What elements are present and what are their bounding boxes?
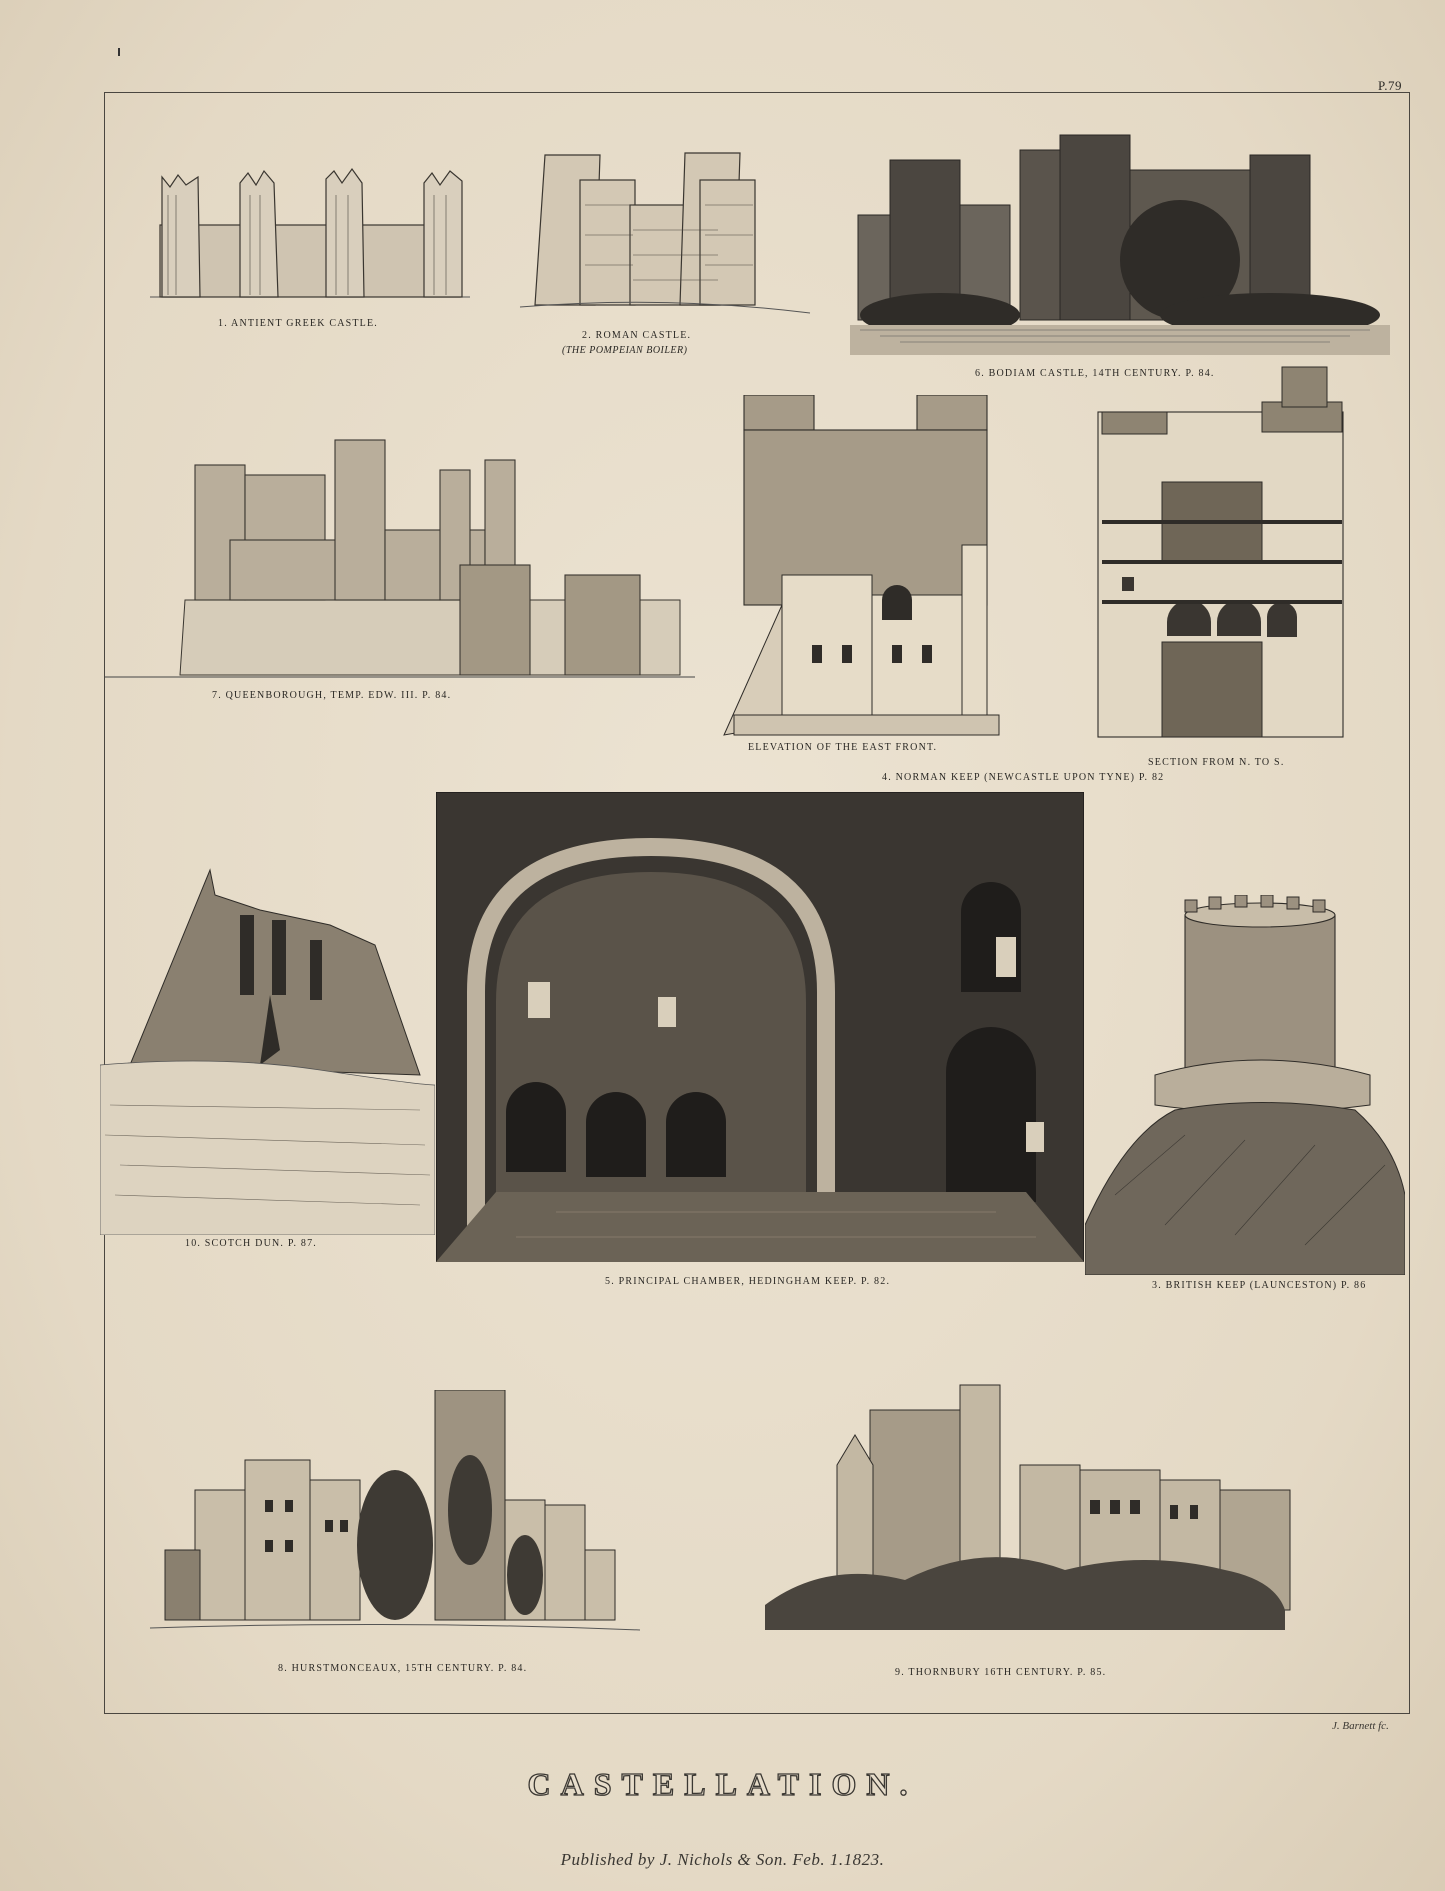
illustration-scotch-dun	[100, 865, 435, 1235]
illustration-hedingham-keep-chamber	[436, 792, 1084, 1262]
illustration-norman-keep-section	[1092, 362, 1352, 742]
page-mark	[118, 48, 120, 56]
illustration-queenborough	[105, 415, 695, 685]
subcaption-fig-2: (THE POMPEIAN BOILER)	[562, 345, 688, 356]
caption-fig-3: 3. BRITISH KEEP (LAUNCESTON) P. 86	[1152, 1280, 1367, 1291]
caption-fig-9: 9. THORNBURY 16TH CENTURY. P. 85.	[895, 1667, 1107, 1678]
caption-fig-5: 5. PRINCIPAL CHAMBER, HEDINGHAM KEEP. P. 82.	[605, 1276, 891, 1287]
caption-fig-7: 7. QUEENBOROUGH, TEMP. EDW. III. P. 84.	[212, 690, 452, 701]
caption-fig-4-elevation: ELEVATION OF THE EAST FRONT.	[748, 742, 938, 753]
caption-fig-4-section: SECTION FROM N. TO S.	[1148, 757, 1285, 768]
plate-number: P.79	[1378, 78, 1403, 93]
illustration-roman-castle	[515, 145, 815, 320]
caption-fig-10: 10. SCOTCH DUN. P. 87.	[185, 1238, 317, 1249]
illustration-thornbury	[765, 1380, 1305, 1630]
caption-fig-6: 6. BODIAM CASTLE, 14TH CENTURY. P. 84.	[975, 368, 1215, 379]
illustration-bodiam-castle	[850, 130, 1390, 355]
caption-fig-2: 2. ROMAN CASTLE.	[582, 330, 692, 341]
publisher-imprint: Published by J. Nichols & Son. Feb. 1.1823.	[560, 1850, 885, 1869]
caption-fig-8: 8. HURSTMONCEAUX, 15TH CENTURY. P. 84.	[278, 1663, 528, 1674]
illustration-antient-greek-castle	[150, 165, 470, 315]
illustration-norman-keep-elevation	[722, 395, 1012, 740]
plate-title: CASTELLATION.	[527, 1766, 918, 1802]
caption-fig-4: 4. NORMAN KEEP (NEWCASTLE UPON TYNE) P. 82	[882, 772, 1165, 783]
engraver-credit: J. Barnett fc.	[1332, 1720, 1389, 1732]
illustration-hurstmonceaux	[145, 1390, 645, 1640]
caption-fig-1: 1. ANTIENT GREEK CASTLE.	[218, 318, 378, 329]
illustration-launceston-british-keep	[1085, 895, 1405, 1275]
